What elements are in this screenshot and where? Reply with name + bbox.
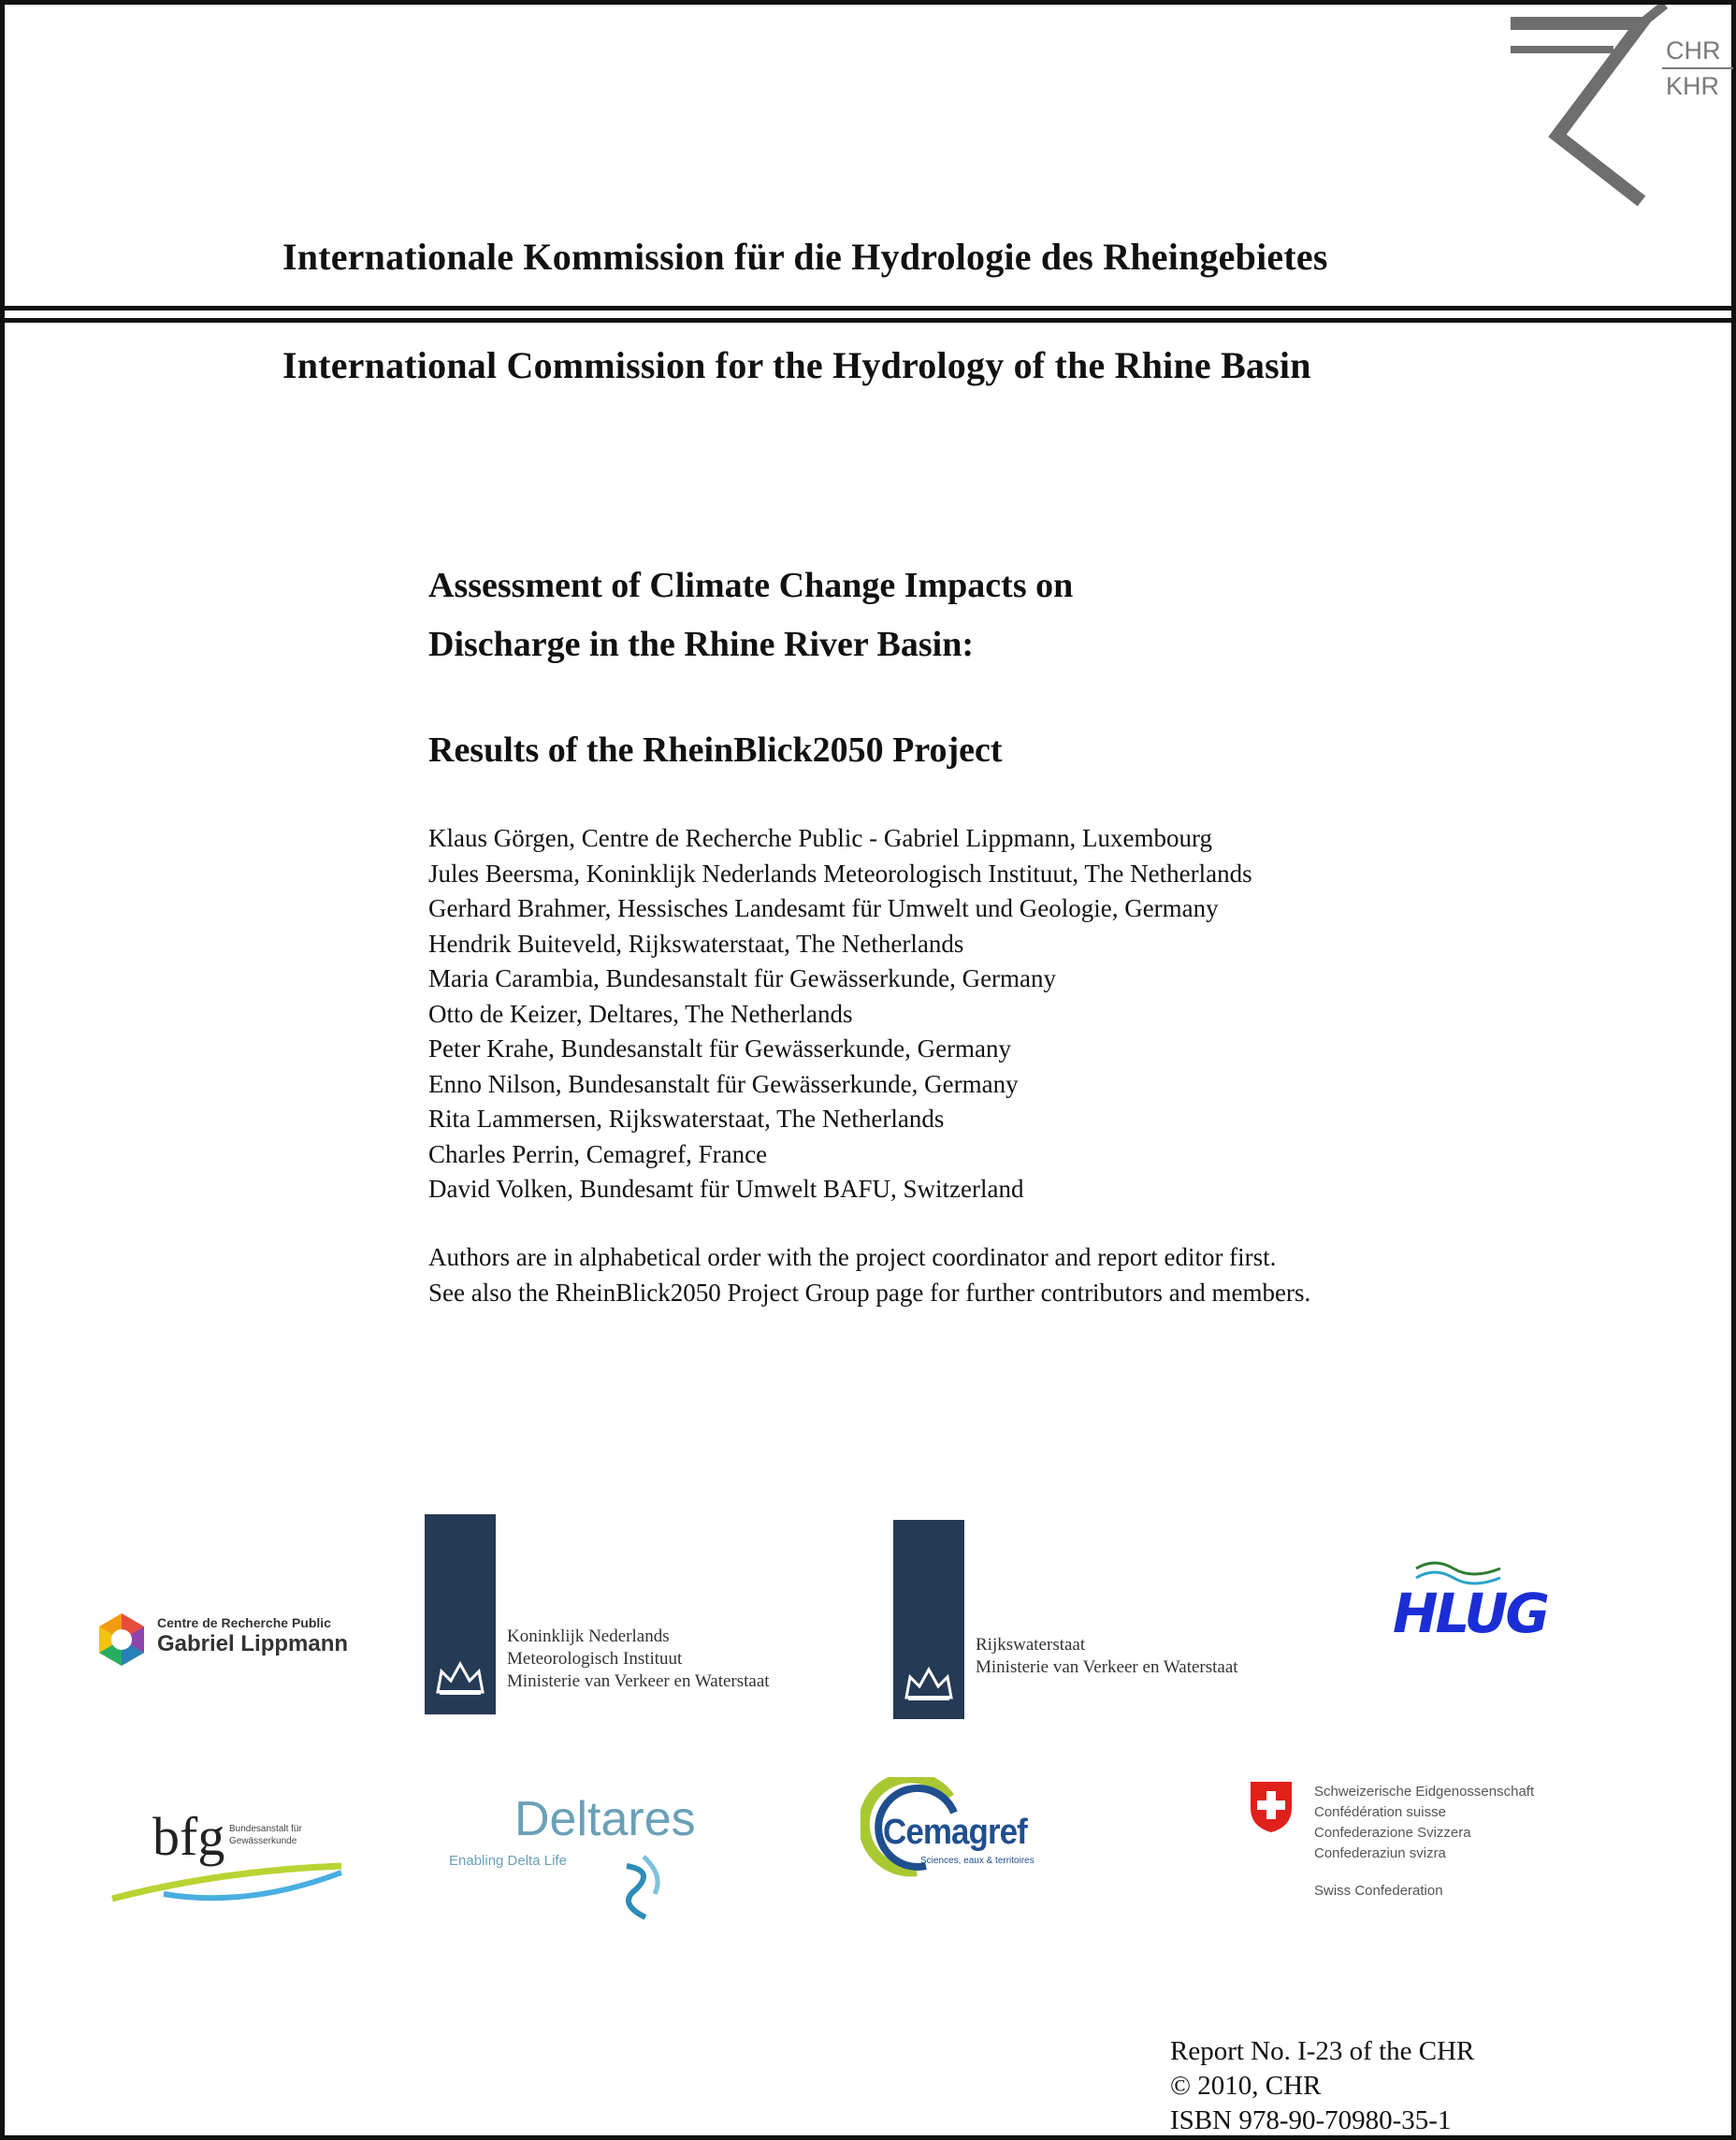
swiss-shield-icon [1249,1780,1294,1834]
bfg-subtitle-line: Bundesanstalt für [229,1824,302,1834]
rws-logo-text [976,1634,1238,1679]
swiss-logo-line: Confédération suisse [1314,1804,1446,1820]
knmi-logo-line: Ministerie van Verkeer en Waterstaat [507,1671,770,1691]
knmi-logo-line: Meteorologisch Instituut [507,1649,683,1669]
author-entry: Jules Beersma, Koninklijk Nederlands Meteorologisch Instituut, The Netherlands [428,859,1252,888]
hlug-logo [1393,1548,1548,1670]
rws-logo-block [893,1520,964,1719]
deltares-logo-text: Deltares [514,1792,696,1846]
isbn-line: ISBN 978-90-70980-35-1 [1170,2105,1452,2135]
report-title [428,557,1073,674]
report-title-line: Assessment of Climate Change Impacts on [428,566,1074,605]
lippmann-logo-line2: Gabriel Lippmann [157,1631,349,1656]
bfg-logo [108,1805,351,1908]
cemagref-tagline: Sciences, eaux & territoires [920,1856,1034,1866]
knmi-logo-line: Koninklijk Nederlands [507,1627,670,1646]
author-entry: Charles Perrin, Cemagref, France [428,1139,768,1168]
swiss-logo-line: Confederaziun svizra [1314,1845,1446,1861]
deltares-tagline: Enabling Delta Life [449,1853,567,1869]
rws-logo-line: Ministerie van Verkeer en Waterstaat [976,1657,1238,1677]
bfg-swoosh-icon [108,1852,351,1908]
report-number: Report No. I-23 of the CHR [1170,2036,1475,2066]
cemagref-logo-text: Cemagref [883,1813,1027,1852]
commission-title-german: Internationale Kommission für die Hydrologie des Rheingebietes [282,236,1328,278]
author-entry: Enno Nilson, Bundesanstalt für Gewässerkunde, Germany [428,1069,1019,1098]
knmi-logo-text [507,1626,770,1693]
author-entry: Peter Krahe, Bundesanstalt für Gewässerkunde, Germany [428,1034,1012,1063]
khr-logo-text: KHR [1666,72,1720,100]
lippmann-logo-line1: Centre de Recherche Public [157,1615,331,1630]
author-entry: Klaus Görgen, Centre de Recherche Public - Gabriel Lippmann, Luxembourg [428,824,1213,852]
author-note [428,1240,1310,1310]
swiss-logo-line: Swiss Confederation [1314,1883,1443,1899]
author-note-line: See also the RheinBlick2050 Project Group page for further contributors and members. [428,1278,1311,1307]
deltares-logo [449,1791,730,1922]
author-entry: Otto de Keizer, Deltares, The Netherlands [428,999,853,1028]
bfg-logo-text: bfg [152,1806,225,1867]
knmi-logo-block [425,1514,496,1714]
bfg-subtitle-line: Gewässerkunde [229,1836,297,1846]
report-subtitle: Results of the RheinBlick2050 Project [428,730,1003,770]
report-footer [1170,2034,1474,2138]
author-entry: Rita Lammersen, Rijkswaterstaat, The Netherlands [428,1105,945,1133]
author-list [428,821,1252,1207]
chr-khr-logo [1501,5,1735,220]
author-entry: David Volken, Bundesamt für Umwelt BAFU, Switzerland [428,1175,1024,1203]
author-entry: Hendrik Buiteveld, Rijkswaterstaat, The Netherlands [428,929,964,958]
rws-logo-line: Rijkswaterstaat [976,1635,1086,1655]
author-entry: Maria Carambia, Bundesanstalt für Gewässerkunde, Germany [428,964,1057,992]
author-note-line: Authors are in alphabetical order with the project coordinator and report editor first. [428,1243,1277,1271]
header-divider [5,318,1731,323]
hlug-wave-icon [1411,1548,1505,1585]
deltares-wave-icon [617,1847,673,1922]
swiss-logo-line: Confederazione Svizzera [1314,1825,1471,1841]
chr-logo-text: CHR [1666,36,1721,65]
swiss-logo-line: Schweizerische Eidgenossenschaft [1314,1784,1535,1800]
cemagref-logo [861,1777,1104,1889]
crown-icon [434,1655,486,1698]
lippmann-logo [94,1609,365,1674]
copyright-line: © 2010, CHR [1170,2071,1322,2101]
hlug-logo-text: HLUG [1393,1582,1548,1645]
report-title-line: Discharge in the Rhine River Basin: [428,625,975,664]
swiss-logo-text [1314,1782,1534,1901]
crown-icon [903,1660,955,1703]
swiss-confederation-logo [1249,1780,1604,1930]
commission-title-english: International Commission for the Hydrology of the Rhine Basin [282,344,1311,386]
lippmann-hexagon-icon [94,1612,150,1668]
author-entry: Gerhard Brahmer, Hessisches Landesamt für Umwelt und Geologie, Germany [428,894,1219,922]
